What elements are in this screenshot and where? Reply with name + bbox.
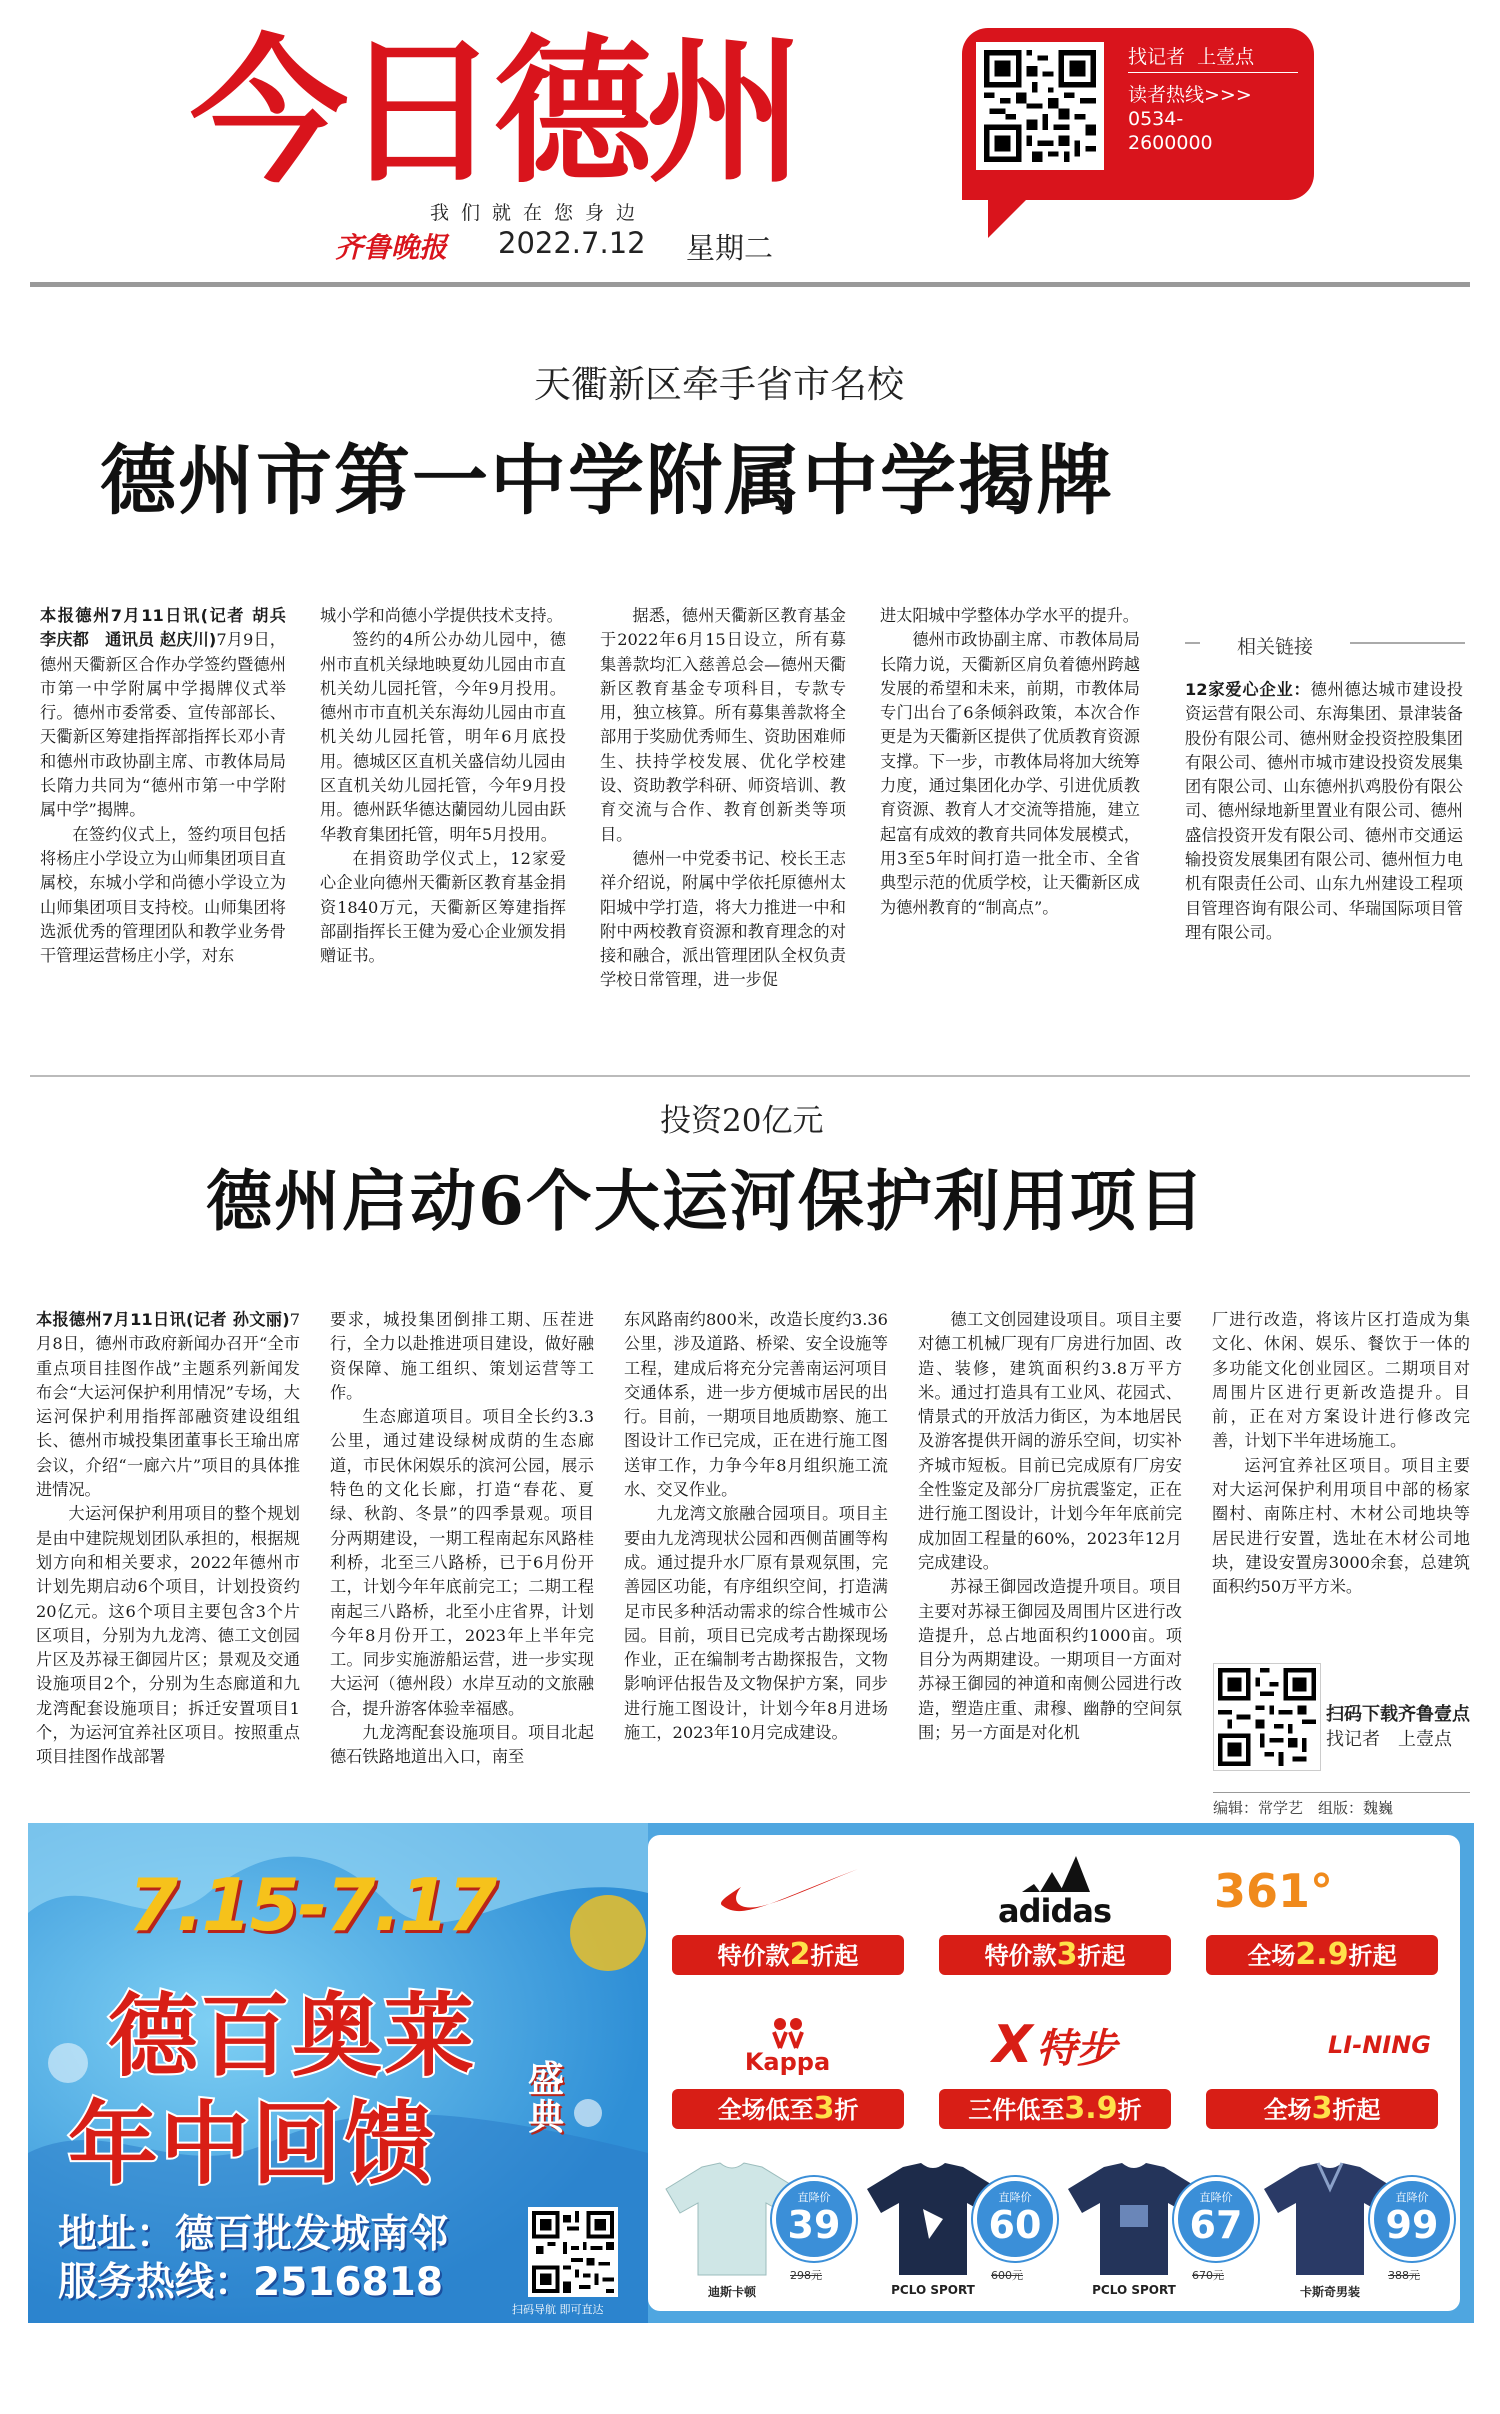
hotline-label: 读者热线>>> <box>1128 84 1252 106</box>
kappa-logo-icon: Kappa <box>660 2005 915 2085</box>
product-brand: 迪斯卡顿 <box>707 2285 756 2299</box>
issue-date: 2022.7.12 <box>498 226 646 260</box>
product-brand: PCLO SPORT <box>1092 2283 1176 2297</box>
story2-col5-p2: 运河宜养社区项目。项目主要对大运河保护利用项目中部的杨家圈村、南陈庄村、木材公司地块等居民进行安置，选址在木材公司地块，建设安置房3000余套，总建筑面积约50万平方米。 <box>1212 1455 1470 1597</box>
story1-col1-p2: 在签约仪式上，签约项目包括将杨庄小学设立为山师集团项目直属校，东城小学和尚德小学设立为山师集团项目支持校。山师集团将选派优秀的管理团队和教学业务骨干管理运营杨庄小学，对东 <box>40 824 286 966</box>
story2-dateline: 本报德州7月11日讯(记者 孙文丽) <box>36 1310 290 1329</box>
sidebar-title: 相关链接 <box>1200 632 1350 659</box>
hotline-number-area: 0534- <box>1128 108 1184 130</box>
story2-column-3 <box>624 1308 888 1800</box>
ad-address: 地址：德百批发城南邻 <box>58 2212 449 2257</box>
story1-kicker: 天衢新区牵手省市名校 <box>534 363 904 406</box>
download-app-title: 扫码下载齐鲁壹点 <box>1326 1704 1470 1725</box>
newspaper-title: 今日德州 <box>190 21 798 205</box>
story1-dateline: 本报德州7月11日讯(记者 胡兵 李庆都 通讯员 赵庆川) <box>40 606 303 650</box>
story1-col1-p1: 7月9日，德州天衢新区合作办学签约暨德州市第一中学附属中学揭牌仪式举行。德州市委常委、宣传部部长、天衢新区筹建指挥部指挥长邓小青和德州市政协副主席、市教体局局长隋力共同为“德州市第一中学附属中学”揭牌。 <box>40 630 286 820</box>
xtep-logo: X 特步 <box>992 2015 1117 2075</box>
reporter-hotline-box <box>962 28 1314 200</box>
ad-dates: 7.15-7.17 <box>128 1863 496 1947</box>
brand-cell-kappa[interactable] <box>660 1995 915 2135</box>
editor-credits: 编辑：常学艺 组版：魏巍 <box>1213 1792 1470 1818</box>
sidebar-body: 德州德达城市建设投资运营有限公司、东海集团、景津装备股份有限公司、德州财金投资控股集团有限公司、德州市城市建设投资发展集团有限公司、山东德州扒鸡股份有限公司、德州绿地新里置业有限公司、德州盛信投资开发有限公司、德州市交通运输投资发展集团有限公司、德州恒力电机有限责任公司、山东九州建设工程项目管理咨询有限公司、华瑞国际项目管理有限公司。 <box>1185 680 1463 942</box>
story2-col2-p3: 九龙湾配套设施项目。项目北起德石铁路地道出入口，南至 <box>330 1723 594 1767</box>
original-price: 388元 <box>1388 2269 1420 2282</box>
lining-logo: LI-NING <box>1328 2031 1431 2059</box>
hotline-number: 2600000 <box>1128 132 1213 154</box>
story2-col2-p1: 要求，城投集团倒排工期、压茬进行，全力以赴推进项目建设，做好融资保障、施工组织、策划运营等工作。 <box>330 1310 594 1402</box>
ad-brand-panel <box>648 1835 1460 2311</box>
original-price: 600元 <box>991 2269 1023 2282</box>
ad-phone: 服务热线：2516818 <box>58 2260 443 2305</box>
price-badge: 直降价 67 <box>1174 2177 1258 2261</box>
story1-column-4 <box>880 604 1140 1044</box>
nike-swoosh-icon <box>660 1851 915 1931</box>
story1-col4-p2: 德州市政协副主席、市教体局局长隋力说，天衢新区肩负着德州跨越发展的希望和未来，前期，市教体局专门出台了6条倾斜政策，本次合作更是为天衢新区提供了优质教育资源支撑。下一步，市教体局将加大统筹力度，通过集团化办学、引进优质教育资源、教育人才交流等措施，建立起富有成效的教育共同体发展模式，用3至5年时间打造一批全市、全省典型示范的优质学校，让天衢新区成为德州教育的“制高点”。 <box>880 630 1140 917</box>
advertisement[interactable] <box>28 1823 1474 2323</box>
story2-headline: 德州启动6个大运河保护利用项目 <box>206 1162 1206 1240</box>
product-brand: PCLO SPORT <box>891 2283 975 2297</box>
story2-col4-p1: 德工文创园建设项目。项目主要对德工机械厂现有厂房进行加固、改造、装修，建筑面积约3.8万平方米。通过打造具有工业风、花园式、情景式的开放活力街区，为本地居民及游客提供开阔的游乐空间，切实补齐城市短板。目前已完成原有厂房安全性鉴定及部分厂房抗震鉴定，正在进行施工图设计，计划今年年底前完成加固工程量的60%，2023年12月完成建设。 <box>918 1310 1182 1572</box>
story1-col4-p1: 进太阳城中学整体办学水平的提升。 <box>880 606 1139 625</box>
story2-col1-p2: 大运河保护利用项目的整个规划是由中建院规划团队承担的，根据规划方向和相关要求，2022年德州市计划先期启动6个项目，计划投资约20亿元。这6个项目主要包含3个片区项目，分别为九龙湾、德工文创园片区及苏禄王御园片区；景观及交通设施项目2个，分别为生态廊道和九龙湾配套设施项目；拆迁安置项目1个，为运河宜养社区项目。按照重点项目挂图作战部署 <box>36 1504 300 1767</box>
brand-cell-nike[interactable] <box>660 1841 915 1981</box>
story2-col5-p1: 厂进行改造，将该片区打造成为集文化、休闲、娱乐、餐饮于一体的多功能文化创业园区。二期项目对周围片区进行更新改造提升。目前，正在对方案设计进行修改完善，计划下半年进场施工。 <box>1212 1310 1470 1451</box>
brand-cell-xtep[interactable] <box>927 1995 1182 2135</box>
brand-promo-xtep: 三件低至3.9折 <box>939 2089 1171 2129</box>
story1-col3-p2: 德州一中党委书记、校长王志祥介绍说，附属中学依托原德州太阳城中学打造，将大力推进一中和附中两校教育资源和教育理念的对接和融合，派出管理团队全权负责学校日常管理，进一步促 <box>600 848 846 990</box>
product-card[interactable] <box>863 2159 1059 2305</box>
ad-store-name: 德百奥莱 <box>108 1984 476 2089</box>
ad-left-panel <box>28 1823 648 2323</box>
price-badge: 直降价 60 <box>973 2177 1057 2261</box>
sidebar-label: 12家爱心企业： <box>1185 680 1311 699</box>
brand-promo-nike: 特价款2折起 <box>672 1935 904 1975</box>
product-card[interactable] <box>662 2159 858 2305</box>
divider <box>1128 72 1298 73</box>
story2-col4-p2: 苏禄王御园改造提升项目。项目主要对苏禄王御园及周围片区进行改造提升，总占地面积约1000亩。项目分为两期建设。一期项目一方面对苏禄王御园的神道和南侧公园进行改造，塑造庄重、肃穆、幽静的空间氛围；另一方面是对化机 <box>918 1577 1182 1743</box>
ad-event-name: 年中回馈 <box>68 2092 436 2197</box>
story2-column-4 <box>918 1308 1182 1800</box>
section-divider <box>30 1075 1470 1077</box>
361-logo: 361° <box>1214 1864 1334 1918</box>
original-price: 670元 <box>1192 2269 1224 2282</box>
story2-kicker: 投资20亿元 <box>660 1103 824 1139</box>
ad-event-tag: 盛典 <box>528 2059 565 2138</box>
story1-col3-p1: 据悉，德州天衢新区教育基金于2022年6月15日设立，所有募集善款均汇入慈善总会—德州天衢新区教育基金专项科目，专款专用，独立核算。所有募集善款将全部用于奖励优秀师生、资助困难师生、扶持学校发展、优化学校建设、资助教学科研、师资培训、教育交流与合作、教育创新类等项目。 <box>600 606 846 844</box>
product-card[interactable] <box>1260 2159 1456 2305</box>
story1-headline: 德州市第一中学附属中学揭牌 <box>100 436 1114 525</box>
original-price: 298元 <box>790 2269 822 2282</box>
download-app-subtitle: 找记者 上壹点 <box>1326 1729 1452 1750</box>
story1-column-2 <box>320 604 566 1044</box>
story2-col1-p1: 7月8日，德州市政府新闻办召开“全市重点项目挂图作战”主题系列新闻发布会“大运河保护利用情况”专场，大运河保护利用指挥部融资建设组组长、德州市城投集团董事长王瑜出席会议，介绍“一廊六片”项目的具体推进情况。 <box>36 1310 300 1500</box>
reporter-slogan: 找记者 上壹点 <box>1128 46 1255 68</box>
brand-promo-361: 全场2.9折起 <box>1206 1935 1438 1975</box>
ad-qr-code-icon[interactable] <box>528 2207 618 2297</box>
issue-weekday: 星期二 <box>686 231 774 265</box>
download-qr-code-icon[interactable] <box>1213 1663 1321 1771</box>
story1-column-1 <box>40 604 303 1044</box>
product-brand: 卡斯奇男装 <box>1299 2285 1360 2299</box>
story1-column-3 <box>600 604 846 1044</box>
story1-col2-p2: 签约的4所公办幼儿园中，德州市直机关绿地映夏幼儿园由市直机关幼儿园托管，今年9月投用。德州市市直机关东海幼儿园由市直机关幼儿园托管，明年6月底投用。德城区区直机关盛信幼儿园由区直机关幼儿园托管，今年9月投用。德州跃华德达蘭园幼儿园由跃华教育集团托管，明年5月投用。 <box>320 630 566 844</box>
story2-col3-p2: 九龙湾文旅融合园项目。项目主要由九龙湾现状公园和西侧苗圃等构成。通过提升水厂原有景观氛围，完善园区功能，有序组织空间，打造满足市民多种活动需求的综合性城市公园。目前，项目已完成考古勘探现场作业，正在编制考古勘探报告，文物影响评估报告及文物保护方案，同步进行施工图设计，计划今年8月进场施工，2023年10月完成建设。 <box>624 1504 888 1743</box>
ad-qr-caption: 扫码导航 即可直达 <box>512 2303 604 2316</box>
sidebar-text <box>1185 678 1463 945</box>
adidas-logo-icon: adidas <box>927 1851 1182 1931</box>
story2-column-2 <box>330 1308 594 1800</box>
masthead-divider <box>30 282 1470 287</box>
brand-logo-text: 齐鲁晚报 <box>335 231 448 264</box>
brand-cell-adidas[interactable] <box>927 1841 1182 1981</box>
brand-promo-kappa: 全场低至3折 <box>672 2089 904 2129</box>
slogan: 我们就在您身边 <box>430 202 648 224</box>
brand-promo-lining: 全场3折起 <box>1206 2089 1438 2129</box>
price-badge: 直降价 99 <box>1370 2177 1454 2261</box>
story2-col3-p1: 东风路南约800米，改造长度约3.36公里，涉及道路、桥梁、安全设施等工程，建成后将充分完善南运河项目交通体系，进一步方便城市居民的出行。目前，一期项目地质勘察、施工图设计工作已完成，正在进行施工图送审工作，力争今年8月组织施工流水、交叉作业。 <box>624 1310 888 1500</box>
brand-promo-adidas: 特价款3折起 <box>939 1935 1171 1975</box>
masthead <box>0 0 1500 300</box>
brand-cell-lining[interactable] <box>1194 1995 1449 2135</box>
price-badge: 直降价 39 <box>772 2177 856 2261</box>
story2-col2-p2: 生态廊道项目。项目全长约3.3公里，通过建设绿树成荫的生态廊道，市民休闲娱乐的滨河公园，展示特色的文化长廊，打造“春花、夏绿、秋韵、冬景”的四季景观。项目分两期建设，一期工程南起东风路桂利桥，北至三八路桥，已于6月份开工，计划今年年底前完工；二期工程南起三八路桥，北至小庄省界，计划今年8月份开工，2023年上半年完工。同步实施游船运营，进一步实现大运河（德州段）水岸互动的文旅融合，提升游客体验幸福感。 <box>330 1407 594 1718</box>
story2-column-1 <box>36 1308 300 1800</box>
story1-col2-p1: 城小学和尚德小学提供技术支持。 <box>320 606 563 625</box>
story2-column-5 <box>1212 1308 1470 1656</box>
story1-col2-p3: 在捐资助学仪式上，12家爱心企业向德州天衢新区教育基金捐资1840万元，天衢新区筹建指挥部副指挥长王健为爱心企业颁发捐赠证书。 <box>320 848 566 966</box>
brand-cell-361[interactable] <box>1194 1841 1449 1981</box>
product-card[interactable] <box>1064 2159 1260 2305</box>
qr-code-icon[interactable] <box>976 42 1104 170</box>
